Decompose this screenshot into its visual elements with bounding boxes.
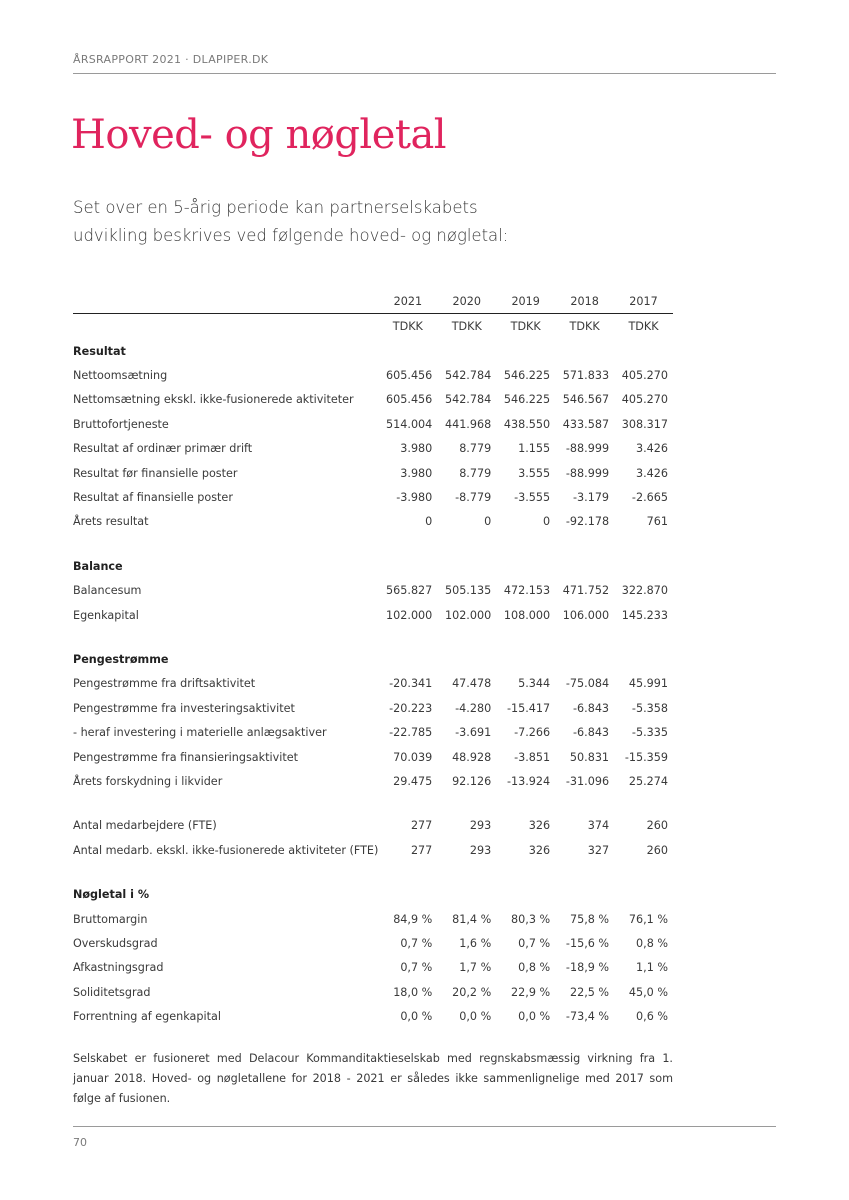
row-label: Nettoomsætning (73, 369, 168, 383)
value-cell: 3.426 (635, 466, 668, 480)
value-cell: 0,7 % (400, 936, 433, 950)
value-cell: 326 (528, 843, 551, 857)
value-cell: 81,4 % (452, 912, 492, 926)
value-cell: 145.233 (621, 608, 668, 622)
value-cell: 48.928 (452, 750, 492, 764)
unit-header: TDKK (510, 320, 541, 333)
value-cell: 277 (410, 819, 433, 833)
table-row (73, 745, 673, 769)
value-cell: 76,1 % (628, 912, 668, 926)
unit-header: TDKK (451, 320, 482, 333)
value-cell: -8.779 (455, 491, 492, 505)
value-cell: 80,3 % (511, 912, 551, 926)
value-cell: 0,7 % (518, 936, 551, 950)
value-cell: -92.178 (565, 515, 610, 529)
value-cell: -20.223 (389, 701, 433, 715)
value-cell: 70.039 (393, 750, 433, 764)
year-header-row (73, 290, 673, 314)
value-cell: -13.924 (506, 774, 551, 788)
table-row (73, 485, 673, 509)
section-heading: Balance (73, 559, 123, 573)
value-cell: 0,8 % (636, 936, 668, 950)
year-header: 2018 (555, 290, 614, 314)
value-cell: 3.980 (400, 442, 433, 456)
value-cell: 18,0 % (393, 985, 433, 999)
row-label: Pengestrømme fra finansieringsaktivitet (73, 750, 298, 764)
value-cell: 433.587 (562, 417, 610, 431)
value-cell: 50.831 (569, 750, 610, 764)
running-header: ÅRSRAPPORT 2021 · DLAPIPER.DK (73, 53, 269, 66)
page-number: 70 (73, 1136, 87, 1149)
value-cell: -88.999 (565, 466, 610, 480)
header-divider (73, 73, 776, 74)
value-cell: -22.785 (389, 726, 433, 740)
value-cell: 8.779 (459, 466, 492, 480)
table-row (73, 437, 673, 461)
value-cell: 565.827 (386, 584, 433, 598)
value-cell: 505.135 (444, 584, 492, 598)
table-row (73, 363, 673, 387)
section-heading-row (73, 554, 673, 578)
value-cell: 102.000 (444, 608, 492, 622)
value-cell: 102.000 (386, 608, 433, 622)
value-cell: 761 (646, 515, 668, 529)
unit-header-row (73, 314, 673, 340)
value-cell: 92.126 (452, 774, 492, 788)
value-cell: 605.456 (386, 369, 433, 383)
table-row (73, 931, 673, 955)
value-cell: 260 (646, 819, 668, 833)
value-cell: 1.155 (518, 442, 551, 456)
value-cell: -75.084 (565, 677, 610, 691)
spacer-row (73, 627, 673, 647)
value-cell: -3.691 (455, 726, 492, 740)
value-cell: 327 (587, 843, 610, 857)
section-heading-row (73, 647, 673, 671)
table-row (73, 510, 673, 534)
value-cell: 1,1 % (636, 961, 668, 975)
page-title: Hoved- og nøgletal (71, 112, 447, 158)
value-cell: 22,5 % (569, 985, 610, 999)
footnote: Selskabet er fusioneret med Delacour Kommanditaktieselskab med regnskabsmæssig virkning fra 1. januar 2018. Hoved- og nøgletallene for 2018 - 2021 er således ikke sammenlignelige med 2017 som følge af fusionen. (73, 1052, 673, 1105)
year-header: 2019 (496, 290, 555, 314)
table-row (73, 907, 673, 931)
table-body (73, 339, 673, 1029)
value-cell: 0,6 % (636, 1010, 668, 1024)
table-row (73, 412, 673, 436)
year-header: 2021 (378, 290, 437, 314)
section-heading: Pengestrømme (73, 652, 169, 666)
row-label: - heraf investering i materielle anlægsaktiver (73, 726, 327, 740)
value-cell: 0,0 % (518, 1010, 551, 1024)
value-cell: 1,7 % (459, 961, 492, 975)
row-label: Nettomsætning ekskl. ikke-fusionerede aktiviteter (73, 393, 354, 407)
value-cell: 293 (469, 843, 492, 857)
value-cell: 5.344 (518, 677, 551, 691)
row-label: Pengestrømme fra driftsaktivitet (73, 677, 256, 691)
value-cell: -7.266 (514, 726, 551, 740)
value-cell: 571.833 (562, 369, 610, 383)
value-cell: 0 (425, 515, 433, 529)
section-heading-row (73, 339, 673, 363)
value-cell: 3.555 (518, 466, 551, 480)
value-cell: 322.870 (621, 584, 668, 598)
value-cell: 293 (469, 819, 492, 833)
row-label: Antal medarbejdere (FTE) (73, 819, 217, 833)
value-cell: 374 (587, 819, 610, 833)
table-row (73, 603, 673, 627)
value-cell: 3.980 (400, 466, 433, 480)
value-cell: 0 (543, 515, 551, 529)
value-cell: -3.980 (396, 491, 433, 505)
unit-header: TDKK (392, 320, 423, 333)
value-cell: 1,6 % (459, 936, 492, 950)
value-cell: 0,0 % (459, 1010, 492, 1024)
row-label: Resultat af ordinær primær drift (73, 442, 253, 456)
value-cell: 277 (410, 843, 433, 857)
value-cell: 0 (484, 515, 492, 529)
value-cell: 106.000 (562, 608, 610, 622)
row-label: Pengestrømme fra investeringsaktivitet (73, 701, 295, 715)
value-cell: -5.335 (631, 726, 668, 740)
row-label: Resultat af finansielle poster (73, 491, 233, 505)
value-cell: -4.280 (455, 701, 492, 715)
value-cell: 22,9 % (511, 985, 551, 999)
unit-header: TDKK (628, 320, 659, 333)
value-cell: -88.999 (565, 442, 610, 456)
value-cell: 25.274 (628, 774, 668, 788)
row-label: Bruttofortjeneste (73, 417, 169, 431)
table-row (73, 672, 673, 696)
value-cell: 260 (646, 843, 668, 857)
row-label: Årets resultat (73, 515, 149, 529)
value-cell: 326 (528, 819, 551, 833)
value-cell: 471.752 (562, 584, 610, 598)
value-cell: -3.851 (514, 750, 551, 764)
value-cell: 45,0 % (628, 985, 668, 999)
spacer-row (73, 862, 673, 882)
value-cell: 0,7 % (400, 961, 433, 975)
table-row (73, 769, 673, 793)
table-row (73, 461, 673, 485)
value-cell: -15,6 % (565, 936, 610, 950)
value-cell: 47.478 (452, 677, 492, 691)
year-header: 2017 (614, 290, 673, 314)
table-row (73, 838, 673, 862)
section-heading: Resultat (73, 344, 126, 358)
value-cell: 108.000 (503, 608, 551, 622)
value-cell: 8.779 (459, 442, 492, 456)
value-cell: -2.665 (631, 491, 668, 505)
value-cell: -18,9 % (565, 961, 610, 975)
footer-divider (73, 1126, 776, 1127)
table-row (73, 956, 673, 980)
value-cell: 605.456 (386, 393, 433, 407)
value-cell: 75,8 % (569, 912, 610, 926)
row-label: Resultat før finansielle poster (73, 466, 238, 480)
value-cell: -6.843 (572, 701, 610, 715)
key-figures-table (73, 290, 673, 1029)
spacer-cell (73, 862, 673, 882)
value-cell: 438.550 (503, 417, 551, 431)
value-cell: 0,0 % (400, 1010, 433, 1024)
header-label-cell (73, 314, 378, 340)
section-heading-row (73, 882, 673, 906)
table-row (73, 1004, 673, 1028)
row-label: Afkastningsgrad (73, 961, 164, 975)
value-cell: 3.426 (635, 442, 668, 456)
value-cell: -3.179 (572, 491, 610, 505)
table-row (73, 814, 673, 838)
value-cell: -15.417 (506, 701, 551, 715)
spacer-row (73, 794, 673, 814)
table-row (73, 579, 673, 603)
year-header: 2020 (437, 290, 496, 314)
header-label-cell (73, 290, 378, 314)
value-cell: -6.843 (572, 726, 610, 740)
row-label: Antal medarb. ekskl. ikke-fusionerede aktiviteter (FTE) (73, 843, 379, 857)
spacer-cell (73, 627, 673, 647)
value-cell: 405.270 (621, 393, 668, 407)
spacer-row (73, 534, 673, 554)
value-cell: 84,9 % (393, 912, 433, 926)
value-cell: 546.225 (503, 393, 551, 407)
value-cell: 0,8 % (518, 961, 551, 975)
row-label: Årets forskydning i likvider (73, 774, 223, 788)
value-cell: -3.555 (514, 491, 551, 505)
value-cell: 308.317 (621, 417, 668, 431)
value-cell: -31.096 (565, 774, 610, 788)
value-cell: 546.225 (503, 369, 551, 383)
row-label: Soliditetsgrad (73, 985, 151, 999)
section-heading: Nøgletal i % (73, 888, 150, 902)
value-cell: -15.359 (624, 750, 668, 764)
value-cell: 29.475 (393, 774, 433, 788)
value-cell: 441.968 (444, 417, 492, 431)
value-cell: 542.784 (444, 369, 492, 383)
value-cell: 514.004 (386, 417, 433, 431)
value-cell: 472.153 (503, 584, 551, 598)
unit-header: TDKK (569, 320, 600, 333)
spacer-cell (73, 794, 673, 814)
row-label: Overskudsgrad (73, 936, 158, 950)
table-row (73, 696, 673, 720)
table-row (73, 720, 673, 744)
value-cell: 542.784 (444, 393, 492, 407)
value-cell: 546.567 (562, 393, 610, 407)
value-cell: -20.341 (389, 677, 433, 691)
row-label: Bruttomargin (73, 912, 148, 926)
row-label: Balancesum (73, 584, 142, 598)
row-label: Forrentning af egenkapital (73, 1010, 221, 1024)
intro-text: Set over en 5-årig periode kan partnerselskabets udvikling beskrives ved følgende hoved- og nøgletal: (73, 198, 509, 245)
value-cell: -73,4 % (565, 1010, 610, 1024)
row-label: Egenkapital (73, 608, 139, 622)
table-row (73, 388, 673, 412)
table-row (73, 980, 673, 1004)
value-cell: -5.358 (631, 701, 668, 715)
value-cell: 45.991 (628, 677, 668, 691)
value-cell: 20,2 % (452, 985, 492, 999)
value-cell: 405.270 (621, 369, 668, 383)
spacer-cell (73, 534, 673, 554)
